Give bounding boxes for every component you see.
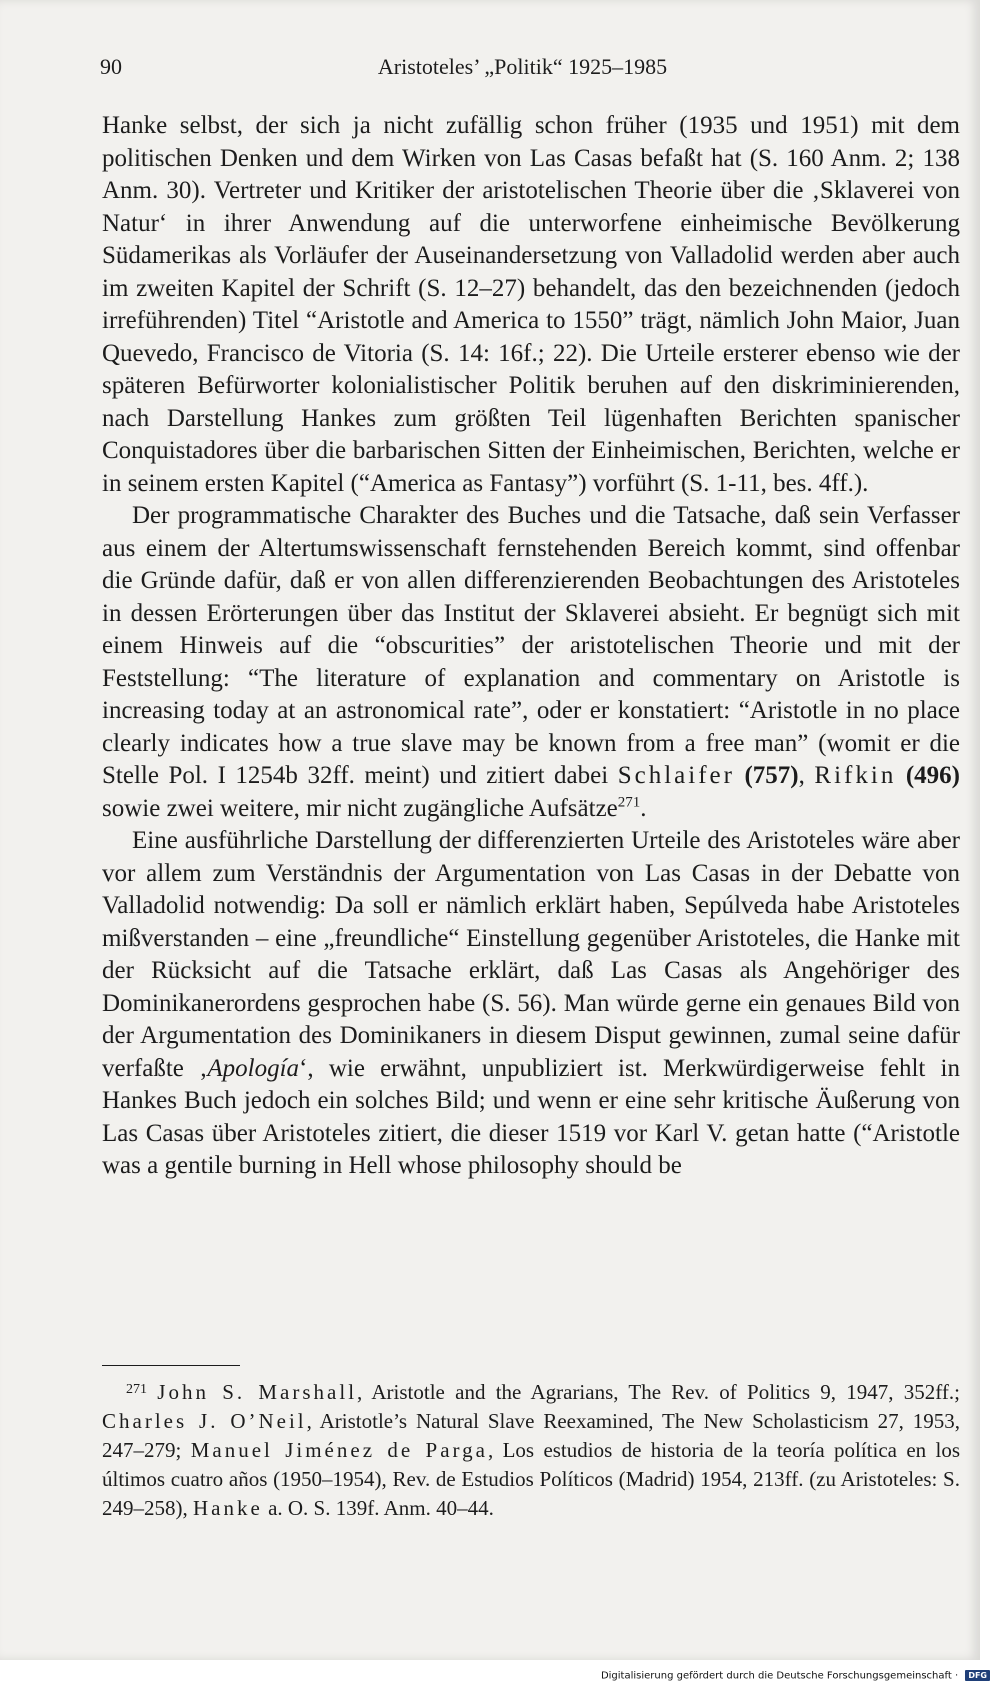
paragraph-1: Hanke selbst, der sich ja nicht zufällig schon früher (1935 und 1951) mit dem politischen Denken und dem Wirken von Las Casas befaßt hat (S. 160 Anm. 2; 138 Anm. 30). Vertreter und Kritiker der aristotelischen Theorie über die ‚Sklaverei von Natur‘ in ihrer Anwendung auf die unterworfene einheimische Bevölkerung Südamerikas als Vorläufer der Auseinandersetzung von Valladolid werden aber auch im zweiten Kapitel der Schrift (S. 12–27) behandelt, das den bezeichnenden (jedoch irreführenden) Titel “Aristotle and America to 1550” trägt, nämlich John Maior, Juan Quevedo, Francisco de Vitoria (S. 14: 16f.; 22). Die Urteile ersterer ebenso wie der späteren Befürworter kolonialistischer Politik beruhen auf den diskriminierenden, nach Darstellung Hankes zum größten Teil lügenhaften Berichten spanischer Conquistadores über die barbarischen Sitten der Einheimischen, Berichten, welche er in seinem ersten Kapitel (“America as Fantasy”) vorführt (S. 1-11, bes. 4ff.). — [102, 112, 960, 497]
paragraph-3-text-a: Eine ausführliche Darstellung der differenzierten Urteile des Aristoteles wäre aber vor allem zum Verständnis der Argumentation von Las Casas in der Debatte von Valladolid notwendig: Da soll er nämlich erklärt haben, Sepúlveda habe Aristoteles mißverstanden – eine „freundliche“ Einstellung gegenüber Aristoteles, die Hanke mit der Rücksicht auf die Tatsache erklärt, daß Las Casas als Angehöriger des Dominikanerordens gesprochen habe (S. 56). Man würde gerne ein genaues Bild von der Argumentation des Dominikaners in diesem Disput gewinnen, zumal seine dafür verfaßte ‚ — [102, 827, 960, 1082]
footnote-author-hanke: Hanke — [193, 1496, 263, 1520]
italic-title-apologia: Apología — [207, 1054, 300, 1082]
digitization-credit — [601, 1670, 990, 1682]
paragraph-3-text-b: ‘, wie erwähnt, unpubliziert ist. Merkwürdigerweise fehlt in Hankes Buch jedoch ein solches Bild; und wenn er eine sehr kritische Äußerung von Las Casas über Aristoteles zitiert, die dieser 1519 vor Karl V. getan hatte (“Aristotle was a gentile burning in Hell whose philosophy should be — [102, 1054, 960, 1179]
footnote-text-1: , Aristotle and the Agrarians, The Rev. of Politics 9, 1947, 352ff.; — [357, 1380, 960, 1404]
footnote-271 — [102, 1375, 960, 1523]
page-number: 90 — [100, 54, 122, 79]
footnote-separator — [102, 1365, 240, 1366]
footnote-reference: 271 — [617, 794, 641, 811]
paragraph-2: Der programmatische Charakter des Buches und die Tatsache, daß sein Verfasser aus einem der Altertumswissenschaft fernstehenden Bereich kommt, sind offenbar die Gründe dafür, daß er von allen differenzierenden Beobachtungen des Aristoteles in dessen Erörterungen über das Institut der Sklaverei absieht. Er begnügt sich mit einem Hinweis auf die “obscurities” der aristotelischen Theorie und mit der Feststellung: “The literature of explanation and commentary on Aristotle is increasing today at an astronomical rate”, oder er konstatiert: “Aristotle in no place clearly indicates how a true slave may be known from a free man” (womit er die Stelle Pol. I 1254b 32ff. meint) und zitiert dabei Schlaifer (757), Rifkin (496) sowie zwei weitere, mir nicht zugängliche Aufsätze$^{271}$. — [102, 502, 961, 822]
page-margin — [980, 0, 1000, 1660]
footnote-author-marshall: John S. Marshall — [157, 1380, 358, 1404]
credit-text: Digitalisierung gefördert durch die Deutsche Forschungsgemeinschaft · — [600, 1670, 959, 1682]
footnote-number: 271 — [126, 1382, 147, 1397]
footnotes — [102, 1375, 960, 1523]
footnote-author-oneil: Charles J. O’Neil — [102, 1409, 307, 1433]
author-name-schlaifer: Schlaifer — [617, 762, 735, 789]
bibliography-ref-496: (496) — [905, 762, 961, 789]
bibliography-ref-757: (757) — [744, 762, 799, 789]
running-head: Aristoteles’ „Politik“ 1925–1985 — [377, 54, 668, 79]
paragraph-2-end: . — [640, 794, 647, 822]
paragraph-2-text-a: Der programmatische Charakter des Buches und die Tatsache, daß sein Verfasser aus einem der Altertumswissenschaft fernstehenden Bereich kommt, sind offenbar die Gründe dafür, daß er von allen differenzierenden Beobachtungen des Aristoteles in dessen Erörterungen über das Institut der Sklaverei absieht. Er begnügt sich mit einem Hinweis auf die “obscurities” der aristotelischen Theorie und mit der Feststellung: “The literature of explanation and commentary on Aristotle is increasing today at an astronomical rate”, oder er konstatiert: “Aristotle in no place clearly indicates how a true slave may be known from a free man” (womit er die Stelle Pol. I 1254b 32ff. meint) und zitiert dabei — [102, 502, 960, 789]
footnote-text-3: , Los estudios de historia de la teoría política en los últimos cuatro años (1950–1954), Rev. de Estudios Políticos (Madrid) 1954, 213ff. (zu Aristoteles: S. 249–258), — [102, 1438, 961, 1520]
footnote-text-4: a. O. S. 139f. Anm. 40–44. — [262, 1496, 494, 1520]
dfg-logo-icon: DFG — [965, 1670, 990, 1681]
page-header — [100, 54, 945, 86]
paragraph-2-text-b: sowie zwei weitere, mir nicht zugängliche Aufsätze — [102, 794, 618, 822]
body-text — [102, 110, 960, 1183]
paragraph-3 — [102, 825, 960, 1183]
footnote-text-2: , Aristotle’s Natural Slave Reexamined, The New Scholasticism 27, 1953, 247–279; — [102, 1409, 960, 1462]
footnote-author-jimenez: Manuel Jiménez de Parga — [190, 1438, 488, 1462]
author-name-rifkin: Rifkin — [814, 762, 897, 789]
